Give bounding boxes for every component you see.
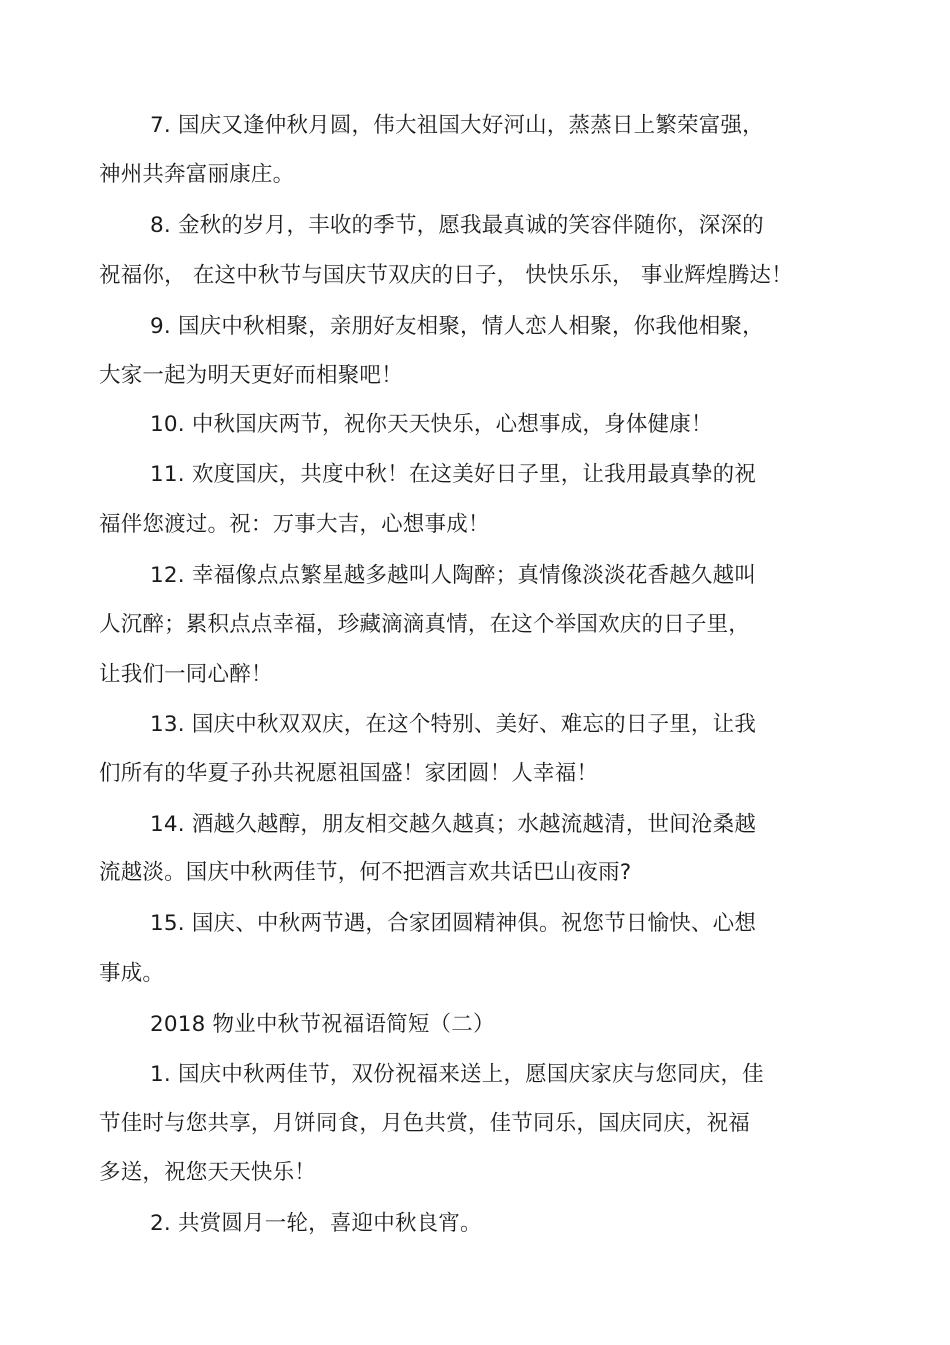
wish-13-line-2: 们所有的华夏子孙共祝愿祖国盛！家团圆！人幸福！ <box>99 761 599 786</box>
wish-13-line-1: 13. 国庆中秋双双庆，在这个特别、美好、难忘的日子里，让我 <box>150 712 757 737</box>
wish-11-line-2: 福伴您渡过。祝：万事大吉，心想事成！ <box>99 512 490 537</box>
wish-10-line-1: 10. 中秋国庆两节，祝你天天快乐，心想事成，身体健康！ <box>150 412 713 437</box>
part2-wish-1-line-2: 节佳时与您共享，月饼同食，月色共赏，佳节同乐，国庆同庆，祝福 <box>99 1111 751 1136</box>
wish-8-line-1: 8. 金秋的岁月，丰收的季节，愿我最真诚的笑容伴随你，深深的 <box>150 213 764 238</box>
wish-11-line-1: 11. 欢度国庆，共度中秋！在这美好日子里，让我用最真挚的祝 <box>150 462 757 487</box>
wish-9-line-1: 9. 国庆中秋相聚，亲朋好友相聚，情人恋人相聚，你我他相聚， <box>150 314 764 339</box>
part2-wish-2-line-1: 2. 共赏圆月一轮，喜迎中秋良宵。 <box>150 1211 482 1236</box>
section-heading: 2018 物业中秋节祝福语简短（二） <box>150 1012 495 1037</box>
wish-7-line-1: 7. 国庆又逢仲秋月圆，伟大祖国大好河山，蒸蒸日上繁荣富强， <box>150 113 764 138</box>
wish-12-line-1: 12. 幸福像点点繁星越多越叫人陶醉；真情像淡淡花香越久越叫 <box>150 563 757 588</box>
part2-wish-1-line-1: 1. 国庆中秋两佳节，双份祝福来送上，愿国庆家庆与您同庆，佳 <box>150 1062 764 1087</box>
wish-14-line-1: 14. 酒越久越醇，朋友相交越久越真；水越流越清，世间沧桑越 <box>150 812 757 837</box>
wish-9-line-2: 大家一起为明天更好而相聚吧！ <box>99 363 403 388</box>
wish-14-line-2: 流越淡。国庆中秋两佳节，何不把酒言欢共话巴山夜雨? <box>99 860 632 885</box>
wish-15-line-1: 15. 国庆、中秋两节遇，合家团圆精神俱。祝您节日愉快、心想 <box>150 911 757 936</box>
wish-12-line-3: 让我们一同心醉！ <box>99 662 273 687</box>
part2-wish-1-line-3: 多送，祝您天天快乐！ <box>99 1160 317 1185</box>
wish-15-line-2: 事成。 <box>99 961 165 986</box>
wish-7-line-2: 神州共奔富丽康庄。 <box>99 162 295 187</box>
wish-8-line-2: 祝福你， 在这中秋节与国庆节双庆的日子， 快快乐乐， 事业辉煌腾达！ <box>99 263 793 288</box>
wish-12-line-2: 人沉醉；累积点点幸福，珍藏滴滴真情，在这个举国欢庆的日子里， <box>99 612 751 637</box>
